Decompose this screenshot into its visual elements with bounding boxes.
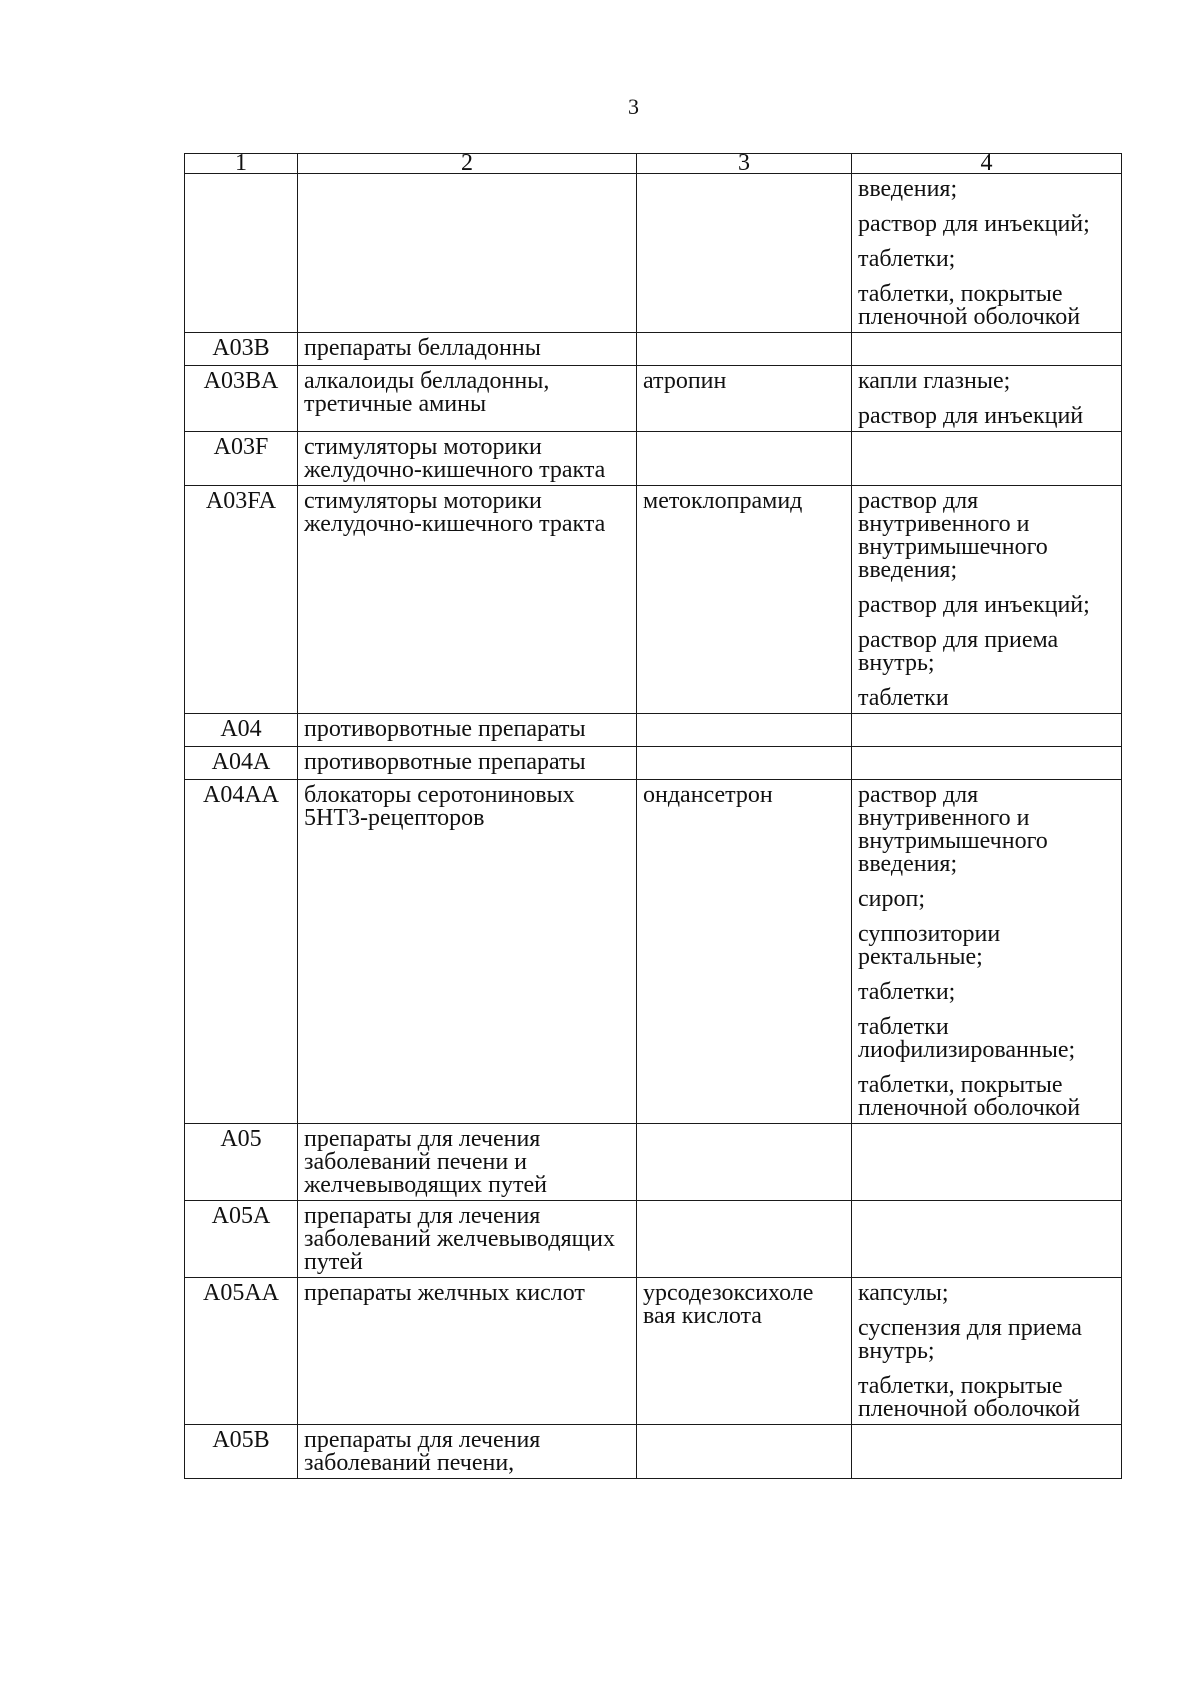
dosage-form-item: таблетки; [858, 979, 956, 1005]
code-cell: A05A [185, 1201, 298, 1278]
table-header [185, 150, 1122, 176]
dosage-forms-cell [852, 780, 1122, 1124]
dosage-form-item: раствор для приема внутрь; [858, 627, 1059, 676]
dosage-forms-cell [852, 174, 1122, 333]
dosage-form-item: капсулы; [858, 1280, 949, 1306]
dosage-forms-cell [852, 1201, 1122, 1278]
dosage-form-item: капли глазные; [858, 368, 1011, 394]
table-row [185, 486, 1122, 714]
substance-cell [637, 1124, 852, 1201]
substance-cell [637, 1201, 852, 1278]
group-cell: противорвотные препараты [298, 747, 637, 780]
column-header: 1 [185, 154, 298, 174]
group-cell: препараты для лечения заболеваний печени, [298, 1425, 637, 1479]
group-cell: стимуляторы моторики желудочно-кишечного тракта [298, 486, 637, 714]
column-header: 2 [298, 154, 637, 174]
dosage-form-item: таблетки [858, 685, 949, 711]
code-cell: A05AA [185, 1278, 298, 1425]
table-row [185, 333, 1122, 366]
dosage-form-item: суппозитории ректальные; [858, 921, 1001, 970]
dosage-form-item: раствор для инъекций; [858, 211, 1090, 237]
group-cell: блокаторы серотониновых 5HT3-рецепторов [298, 780, 637, 1124]
substance-cell [637, 333, 852, 366]
dosage-forms-cell [852, 333, 1122, 366]
table-row [185, 714, 1122, 747]
substance-cell: атропин [637, 366, 852, 432]
dosage-form-item: раствор для внутривенного и внутримышечного введения; [858, 488, 1048, 583]
table-row [185, 432, 1122, 486]
group-cell [298, 174, 637, 333]
group-cell: препараты для лечения заболеваний желчевыводящих путей [298, 1201, 637, 1278]
dosage-form-item: введения; [858, 176, 958, 202]
dosage-forms-cell [852, 432, 1122, 486]
dosage-form-item: таблетки, покрытые пленочной оболочкой [858, 281, 1081, 330]
code-cell: A03FA [185, 486, 298, 714]
group-cell: препараты белладонны [298, 333, 637, 366]
substance-cell [637, 1425, 852, 1479]
table-row [185, 780, 1122, 1124]
table-body [185, 174, 1122, 1479]
page-number: 3 [628, 94, 639, 119]
group-cell: стимуляторы моторики желудочно-кишечного тракта [298, 432, 637, 486]
table-row [185, 174, 1122, 333]
code-cell: A05 [185, 1124, 298, 1201]
table-row [185, 366, 1122, 432]
dosage-form-item: таблетки лиофилизированные; [858, 1014, 1076, 1063]
dosage-form-item: таблетки, покрытые пленочной оболочкой [858, 1373, 1081, 1422]
table-row [185, 1201, 1122, 1278]
group-cell: алкалоиды белладонны, третичные амины [298, 366, 637, 432]
dosage-form-item: суспензия для приема внутрь; [858, 1315, 1082, 1364]
substance-cell [637, 747, 852, 780]
substance-cell: метоклопрамид [637, 486, 852, 714]
dosage-forms-cell [852, 747, 1122, 780]
substance-cell: ондансетрон [637, 780, 852, 1124]
code-cell: A03B [185, 333, 298, 366]
dosage-form-item: таблетки, покрытые пленочной оболочкой [858, 1072, 1081, 1121]
code-cell: A05B [185, 1425, 298, 1479]
dosage-forms-cell [852, 486, 1122, 714]
dosage-forms-cell [852, 366, 1122, 432]
table-row [185, 1124, 1122, 1201]
column-header: 4 [852, 154, 1122, 174]
substance-cell: урсодезоксихоле вая кислота [637, 1278, 852, 1425]
substance-cell [637, 432, 852, 486]
dosage-form-item: сироп; [858, 886, 926, 912]
dosage-forms-cell [852, 1278, 1122, 1425]
table-row [185, 747, 1122, 780]
code-cell [185, 174, 298, 333]
dosage-form-item: раствор для инъекций [858, 403, 1084, 429]
code-cell: A04AA [185, 780, 298, 1124]
group-cell: противорвотные препараты [298, 714, 637, 747]
table-row [185, 1278, 1122, 1425]
drug-table [184, 150, 1122, 1479]
dosage-forms-cell [852, 714, 1122, 747]
substance-cell [637, 174, 852, 333]
group-cell: препараты желчных кислот [298, 1278, 637, 1425]
dosage-form-item: раствор для инъекций; [858, 592, 1090, 618]
dosage-forms-cell [852, 1124, 1122, 1201]
group-cell: препараты для лечения заболеваний печени и желчевыводящих путей [298, 1124, 637, 1201]
dosage-form-item: раствор для внутривенного и внутримышечного введения; [858, 782, 1048, 877]
substance-cell [637, 714, 852, 747]
code-cell: A04 [185, 714, 298, 747]
table-row [185, 1425, 1122, 1479]
code-cell: A04A [185, 747, 298, 780]
code-cell: A03BA [185, 366, 298, 432]
code-cell: A03F [185, 432, 298, 486]
dosage-forms-cell [852, 1425, 1122, 1479]
dosage-form-item: таблетки; [858, 246, 956, 272]
column-header: 3 [637, 154, 852, 174]
